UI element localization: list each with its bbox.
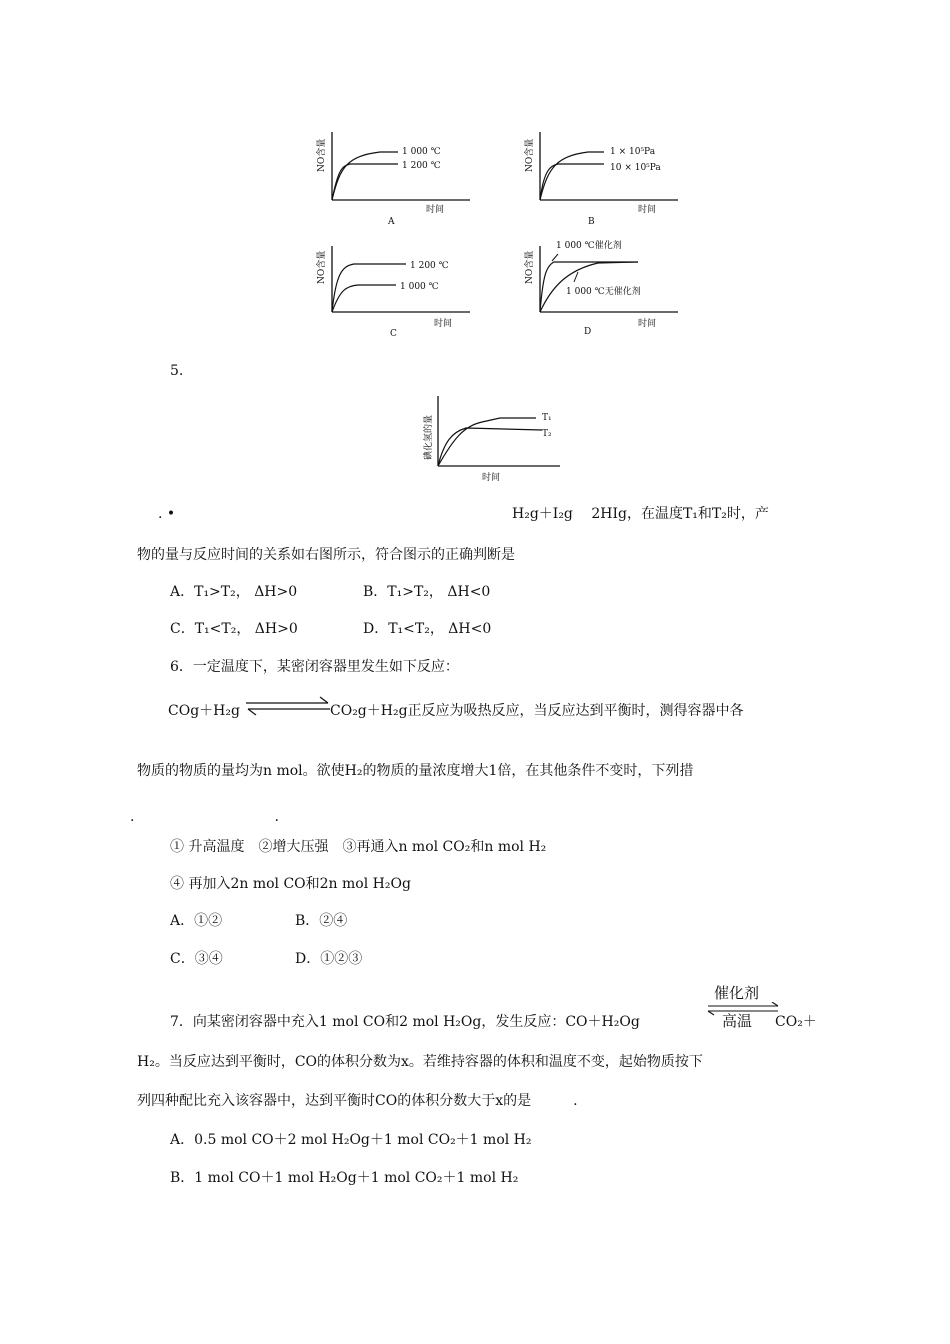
q5-option-b: B．T₁>T₂， ΔH<0	[363, 584, 491, 600]
q6-dots: . .	[130, 809, 279, 825]
q5-graph-t1: T₁	[542, 413, 552, 423]
graph-b	[518, 126, 688, 230]
q7-line1b: CO₂＋	[775, 1014, 817, 1030]
graph-c	[310, 240, 480, 340]
graph-c-curve2: 1 000 ℃	[400, 282, 439, 292]
graph-a-curve2: 1 200 ℃	[402, 161, 441, 171]
graph-d-xlabel: 时间	[638, 319, 657, 329]
graph-b-caption: B	[588, 217, 595, 227]
graph-b-curve1: 1 × 10⁵Pa	[610, 147, 656, 157]
graph-d	[518, 236, 698, 340]
q5-bullet: . •	[158, 506, 176, 522]
q7-line2: H₂。当反应达到平衡时，CO的体积分数为x。若维持容器的体积和温度不变，起始物质按下	[137, 1054, 703, 1070]
graph-a-caption: A	[388, 217, 395, 227]
q5-number: 5.	[170, 363, 184, 379]
q5-option-a: A．T₁>T₂， ΔH>0	[170, 584, 298, 600]
q7-condition-bottom: 高温	[722, 1012, 753, 1030]
q5-line2: 物的量与反应时间的关系如右图所示，符合图示的正确判断是	[137, 547, 515, 563]
graph-d-caption: D	[584, 327, 592, 337]
q6-measures-2: ④ 再加入2n mol CO和2n mol H₂Og	[170, 876, 411, 892]
q6-reactants: COg＋H₂g	[168, 703, 240, 719]
equilibrium-arrow-icon	[242, 694, 334, 718]
graph-a-xlabel: 时间	[426, 205, 445, 215]
graph-b-ylabel: NO含量	[525, 138, 535, 172]
q6-measures-1: ① 升高温度 ②增大压强 ③再通入n mol CO₂和n mol H₂	[170, 839, 547, 855]
graph-d-ylabel: NO含量	[525, 250, 535, 284]
graph-c-caption: C	[390, 329, 397, 339]
q6-products: CO₂g＋H₂g正反应为吸热反应，当反应达到平衡时，测得容器中各	[330, 703, 744, 719]
q5-graph	[420, 392, 570, 488]
graph-d-curve2: 1 000 ℃无催化剂	[566, 287, 641, 297]
graph-a-ylabel: NO含量	[317, 138, 327, 172]
graph-b-xlabel: 时间	[638, 205, 657, 215]
q6-line3: 物质的物质的量均为n mol。欲使H₂的物质的量浓度增大1倍，在其他条件不变时，下列措	[137, 763, 694, 779]
q6-stem: 6．一定温度下，某密闭容器里发生如下反应：	[170, 659, 459, 675]
q5-reaction: H₂g＋I₂g 2HIg，在温度T₁和T₂时，产	[512, 506, 769, 522]
q7-line3: 列四种配比充入该容器中，达到平衡时CO的体积分数大于x的是 .	[137, 1093, 578, 1109]
q7-option-b: B．1 mol CO＋1 mol H₂Og＋1 mol CO₂＋1 mol H₂	[170, 1170, 519, 1186]
q5-graph-t2: T₂	[542, 429, 552, 439]
q6-option-d: D．①②③	[295, 951, 363, 967]
q7-option-a: A．0.5 mol CO＋2 mol H₂Og＋1 mol CO₂＋1 mol H₂	[170, 1132, 532, 1148]
graph-d-curve1: 1 000 ℃催化剂	[556, 241, 622, 251]
graph-a	[310, 126, 480, 230]
q5-option-d: D．T₁<T₂， ΔH<0	[363, 621, 492, 637]
graph-c-xlabel: 时间	[434, 319, 453, 329]
q6-option-b: B．②④	[295, 913, 348, 929]
q6-option-c: C．③④	[170, 951, 223, 967]
q7-line1a: 7．向某密闭容器中充入1 mol CO和2 mol H₂Og，发生反应：CO＋H₂Og	[170, 1014, 640, 1030]
q7-condition-top: 催化剂	[714, 984, 760, 1002]
graph-c-ylabel: NO含量	[317, 250, 327, 284]
q5-graph-xlabel: 时间	[482, 473, 501, 483]
q6-option-a: A．①②	[170, 913, 223, 929]
q5-graph-ylabel: 碘化氢的量	[424, 414, 434, 460]
graph-c-curve1: 1 200 ℃	[410, 261, 449, 271]
q5-option-c: C．T₁<T₂， ΔH>0	[170, 621, 298, 637]
graph-a-curve1: 1 000 ℃	[402, 147, 441, 157]
graph-b-curve2: 10 × 10⁵Pa	[610, 163, 661, 173]
